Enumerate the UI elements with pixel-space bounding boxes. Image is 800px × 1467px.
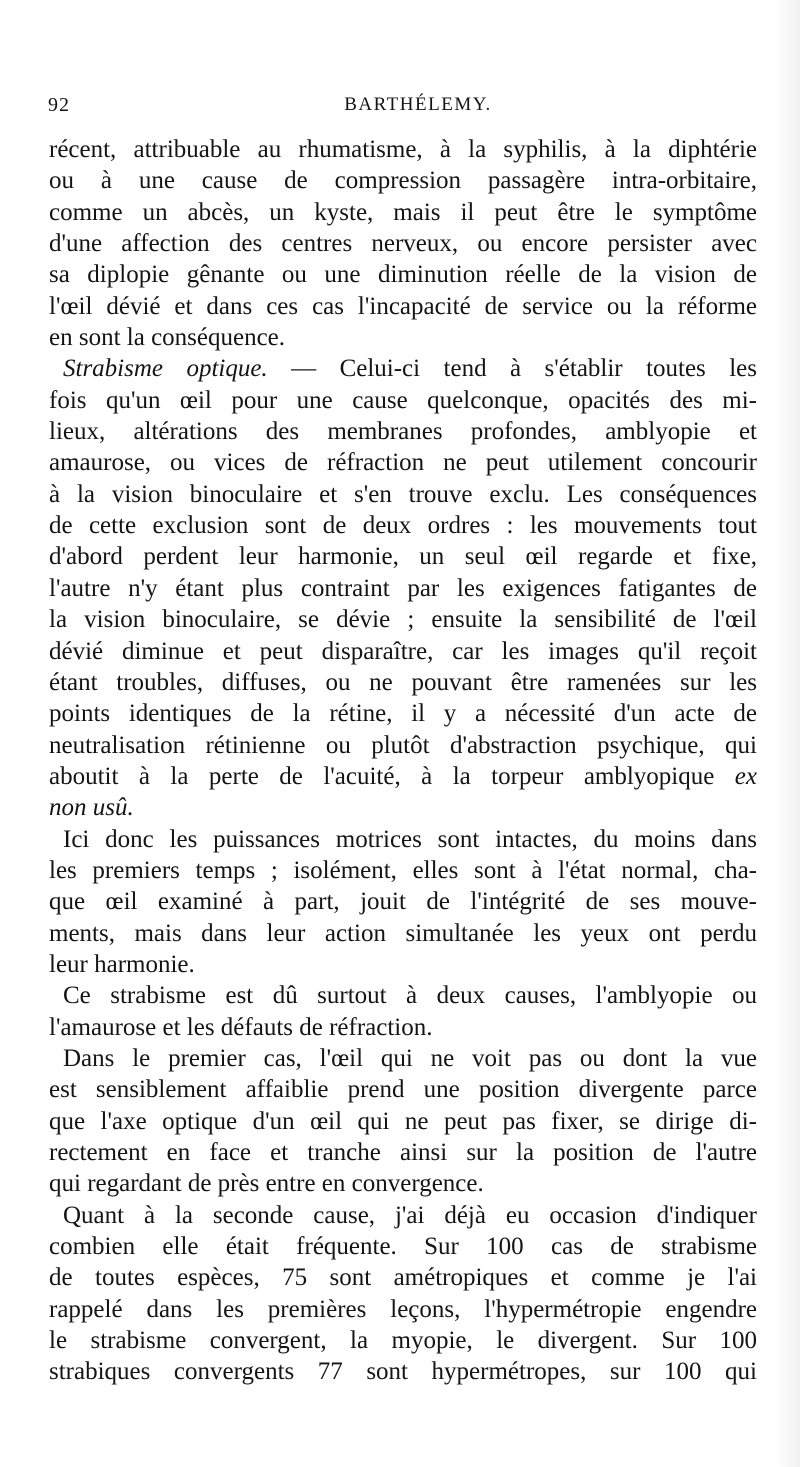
text-line: amaurose, ou vices de réfraction ne peut utilement concourir — [49, 449, 757, 477]
text-line: fois qu'un œil pour une cause quelconque, opacités des mi- — [49, 386, 757, 414]
body-text — [49, 134, 757, 1388]
text-line: qui regardant de près entre en convergence. — [49, 1170, 484, 1198]
text-line: strabiques convergents 77 sont hypermétropes, sur 100 qui — [49, 1358, 757, 1386]
text-line: l'amaurose et les défauts de réfraction. — [49, 1013, 433, 1041]
text-line: le strabisme convergent, la myopie, le divergent. Sur 100 — [49, 1327, 757, 1355]
text-line: d'abord perdent leur harmonie, un seul œil regarde et fixe, — [49, 543, 757, 571]
section-heading: Strabisme optique. — [63, 355, 268, 383]
text-line: est sensiblement affaiblie prend une position divergente parce — [49, 1076, 757, 1104]
text-line: d'une affection des centres nerveux, ou encore persister avec — [49, 230, 757, 258]
text-line: Dans le premier cas, l'œil qui ne voit pas ou dont la vue — [63, 1044, 757, 1072]
text-line: non usû. — [49, 794, 134, 822]
text-line: la vision binoculaire, se dévie ; ensuite la sensibilité de l'œil — [49, 606, 757, 634]
text-line: lieux, altérations des membranes profondes, amblyopie et — [49, 418, 757, 446]
page-header — [48, 94, 758, 124]
running-head: BARTHÉLEMY. — [344, 94, 492, 115]
text-line: les premiers temps ; isolément, elles sont à l'état normal, cha- — [49, 856, 757, 884]
text-line: étant troubles, diffuses, ou ne pouvant être ramenées sur les — [49, 668, 757, 696]
text-line: ou à une cause de compression passagère intra-orbitaire, — [49, 167, 757, 195]
text-line: aboutit à la perte de l'acuité, à la torpeur amblyopique ex — [49, 762, 757, 790]
text-line: que œil examiné à part, jouit de l'intégrité de ses mouve- — [49, 888, 757, 916]
text-line: leur harmonie. — [49, 950, 195, 978]
text-line: points identiques de la rétine, il y a nécessité d'un acte de — [49, 700, 757, 728]
text-line: récent, attribuable au rhumatisme, à la syphilis, à la diphtérie — [49, 136, 757, 163]
text-line: dévié diminue et peut disparaître, car les images qu'il reçoit — [49, 637, 757, 665]
text-line: à la vision binoculaire et s'en trouve exclu. Les conséquences — [49, 480, 757, 508]
text-line: sa diplopie gênante ou une diminution réelle de la vision de — [49, 261, 757, 289]
text-line: que l'axe optique d'un œil qui ne peut pas fixer, se dirige di- — [49, 1107, 757, 1135]
text-line: Ce strabisme est dû surtout à deux causes, l'amblyopie ou — [63, 982, 757, 1010]
text-line: neutralisation rétinienne ou plutôt d'abstraction psychique, qui — [49, 731, 757, 759]
text-line: de cette exclusion sont de deux ordres : les mouvements tout — [49, 512, 757, 540]
text-line: ments, mais dans leur action simultanée les yeux ont perdu — [49, 919, 757, 947]
text-line: l'autre n'y étant plus contraint par les exigences fatigantes de — [49, 574, 757, 602]
text-line: rectement en face et tranche ainsi sur la position de l'autre — [49, 1139, 757, 1166]
text-line: de toutes espèces, 75 sont amétropiques et comme je l'ai — [49, 1264, 757, 1292]
text-line: combien elle était fréquente. Sur 100 cas de strabisme — [49, 1233, 757, 1261]
section-heading-line: Strabisme optique. — Celui-ci tend à s'établir toutes les — [63, 355, 757, 383]
text-line: comme un abcès, un kyste, mais il peut être le symptôme — [49, 198, 757, 226]
text-line: Quant à la seconde cause, j'ai déjà eu occasion d'indiquer — [63, 1201, 757, 1229]
text-line: en sont la conséquence. — [49, 324, 286, 352]
text-line: l'œil dévié et dans ces cas l'incapacité de service ou la réforme — [49, 292, 757, 320]
text-line: Ici donc les puissances motrices sont intactes, du moins dans — [63, 825, 757, 853]
page-edge-shadow — [776, 0, 800, 1467]
page-number: 92 — [48, 94, 70, 116]
text-line: rappelé dans les premières leçons, l'hypermétropie engendre — [49, 1295, 757, 1323]
